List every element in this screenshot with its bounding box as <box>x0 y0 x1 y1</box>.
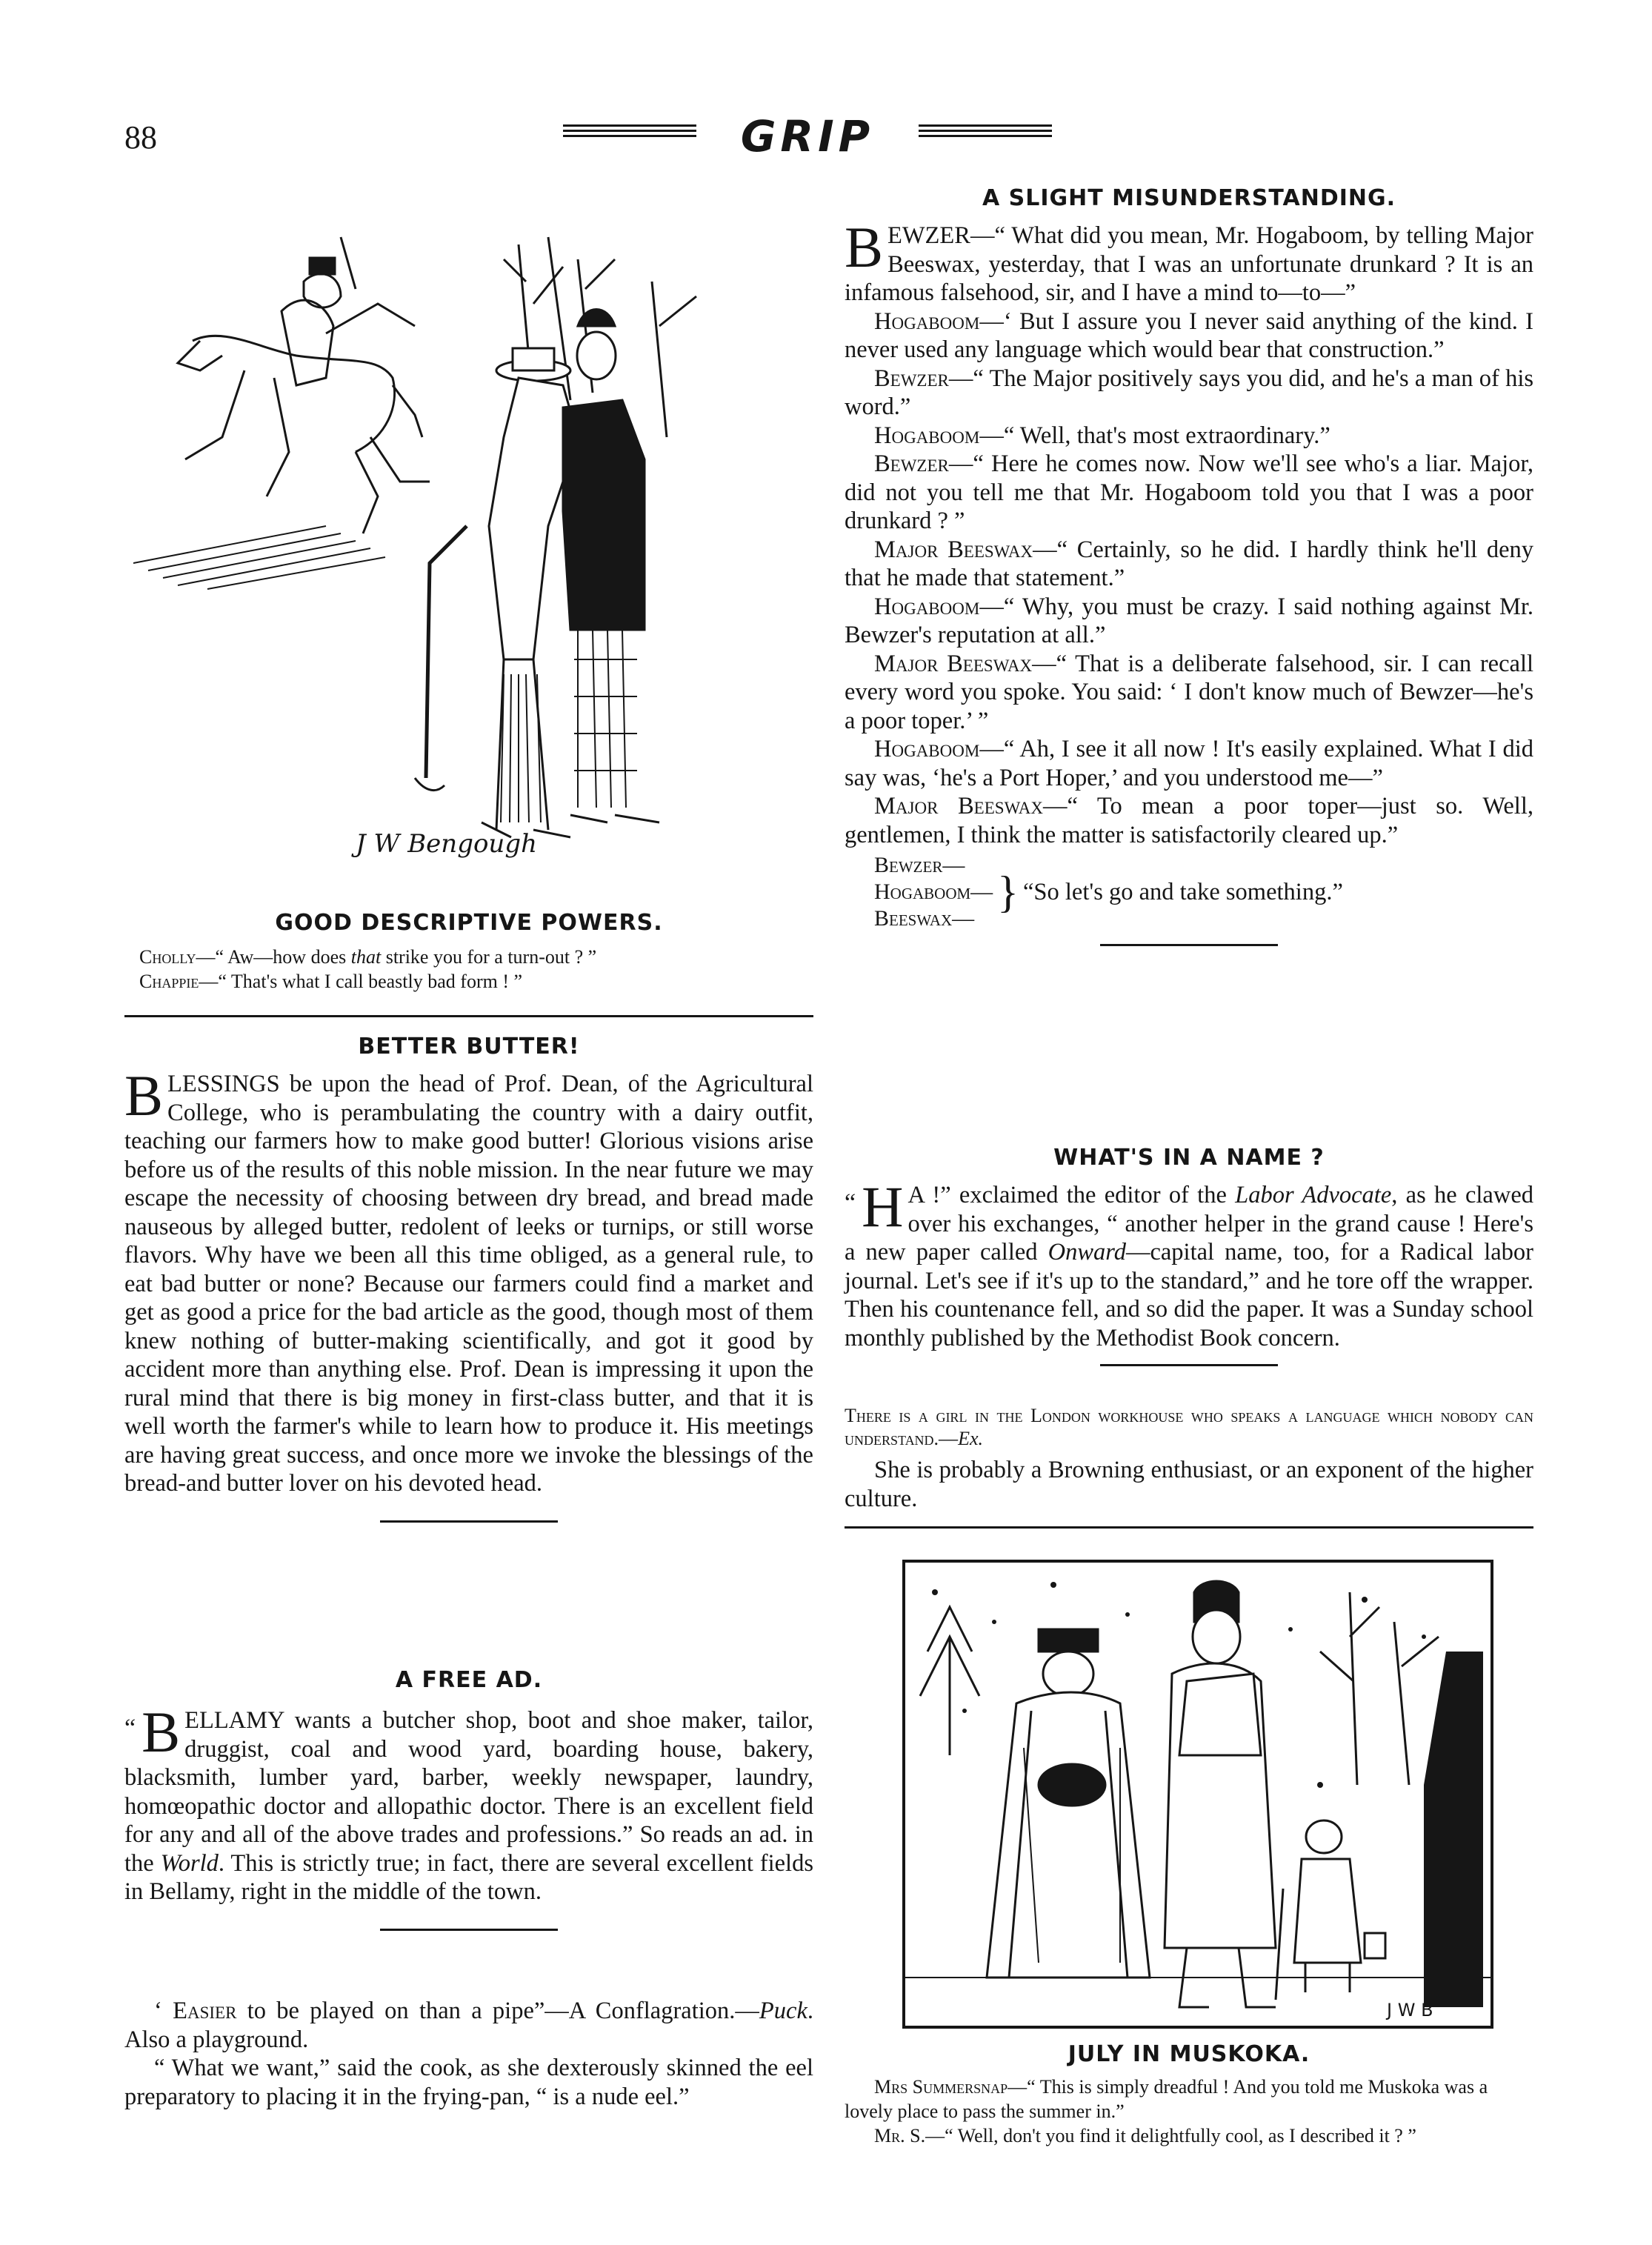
browning-reply: She is probably a Browning enthusiast, or an exponent of the higher culture. <box>845 1457 1533 1512</box>
chorus-brace: } <box>997 868 1019 917</box>
cartoon-riders-drawing <box>133 215 741 904</box>
masthead-rule-right <box>919 124 1052 147</box>
rule-after-misunderstanding <box>1100 944 1278 946</box>
page-number: 88 <box>124 119 157 156</box>
caption-line-chappie: Chappie—“ That's what I call beastly bad form ! ” <box>139 971 523 992</box>
cartoon-heading: GOOD DESCRIPTIVE POWERS. <box>275 910 663 936</box>
heading-better-butter: BETTER BUTTER! <box>358 1034 580 1060</box>
article-whats-in-a-name <box>845 1145 1533 1366</box>
body-free-ad: “ B ELLAMY wants a butcher shop, boot and shoe maker, tailor, druggist, coal and wood yard, boarding house, bakery, blacksmith, lumber yard, barber, weekly newspaper, laundry, homœopathic doctor and allopathic doctor. There is an excellent field for any and all of the above trades and professions.” So reads an ad. in the World. This is strictly true; in fact, there are several excellent fields in Bellamy, right in the middle of the town. <box>124 1700 813 1905</box>
filler-conflagration: ‘ Easier to be played on than a pipe”—A Conflagration.—Puck. Also a playground. <box>124 1998 813 2053</box>
dialogue-line: Major Beeswax—“ That is a deliberate falsehood, sir. I can recall every word you spoke. You said: ‘ I don't know much of Bewzer—he's a poor toper.’ ” <box>845 650 1534 734</box>
masthead <box>563 111 1052 163</box>
muskoka-line-mr: Mr. S.—“ Well, don't you find it delightfully cool, as I described it ? ” <box>874 2125 1416 2146</box>
muskoka-line-mrs: Mrs Summersnap—“ This is simply dreadful ! And you told me Muskoka was a lovely place to pass the summer in.” <box>845 2076 1488 2122</box>
cartoon-caption-block <box>124 910 813 994</box>
dialogue-line: Hogaboom—‘ But I assure you I never said anything of the kind. I never used any language which would bear that construction.” <box>845 307 1533 363</box>
heading-misunderstanding: A SLIGHT MISUNDERSTANDING. <box>982 185 1396 211</box>
masthead-title: GRIP <box>740 111 875 162</box>
filler-nude-eel: “ What we want,” said the cook, as she dexterously skinned the eel preparatory to placing it in the frying-pan, “ is a nude eel.” <box>124 2055 813 2110</box>
heading-whats-in-a-name: WHAT'S IN A NAME ? <box>1053 1145 1325 1171</box>
caption-line-cholly: Cholly—“ Aw—how does that strike you for a turn-out ? ” <box>139 946 597 968</box>
body-whats-in-a-name: “ H A !” exclaimed the editor of the Labor Advocate, as he clawed over his exchanges, “ another helper in the grand cause ! Here's a new paper called Onward—capital name, too, for a Radical labor journal. Let's see if it's up to the standard,” and he tore off the wrapper. Then his countenance fell, and so did the paper. It was a Sunday school monthly published by the Methodist Book concern. <box>845 1174 1533 1351</box>
cartoon-muskoka <box>902 1560 1493 2029</box>
article-better-butter <box>124 1034 813 1523</box>
cartoon-signature: J W Bengough <box>356 829 537 859</box>
rule-after-free-ad <box>380 1929 558 1931</box>
dialogue-line: Hogaboom—“ Why, you must be crazy. I said nothing against Mr. Bewzer's reputation at all.” <box>845 593 1533 648</box>
cartoon-riders <box>133 215 741 904</box>
chorus-speakers: Bewzer— Hogaboom— Beeswax— <box>874 853 993 931</box>
article-fillers-left <box>124 1997 813 2111</box>
dialogue-line: Hogaboom—“ Ah, I see it all now ! It's easily explained. What I did say was, ‘he's a Port Hoper,’ and you understood me—” <box>845 736 1533 791</box>
heading-muskoka: JULY IN MUSKOKA. <box>1068 2041 1310 2067</box>
muskoka-signature: J W B <box>1387 2000 1433 2020</box>
dialogue-line: Major Beeswax—“ Certainly, so he did. I hardly think he'll deny that he made that statement.” <box>845 536 1534 591</box>
chorus-line: “So let's go and take something.” <box>1022 878 1343 905</box>
article-free-ad <box>124 1667 813 1931</box>
muskoka-caption-block <box>845 2041 1533 2148</box>
cartoon-muskoka-drawing <box>905 1563 1491 2026</box>
heading-free-ad: A FREE AD. <box>395 1667 543 1693</box>
article-misunderstanding <box>845 185 1533 946</box>
misunderstanding-opening: BEWZER—“ What did you mean, Mr. Hogaboom, by telling Major Beeswax, yesterday, that I was an unfortunate drunkard ? It is an infamous falsehood, sir, and I have a mind to—to—” <box>845 215 1533 306</box>
masthead-rule-left <box>563 124 696 147</box>
dialogue-line: Bewzer—“ Here he comes now. Now we'll see who's a liar. Major, did not you tell me that Mr. Hogaboom told you that I was a poor drunkard ? ” <box>845 450 1533 534</box>
column-separator-left-1 <box>124 1015 813 1017</box>
dialogue-line: Major Beeswax—“ To mean a poor toper—just so. Well, gentlemen, I think the matter is satisfactorily cleared up.” <box>845 793 1533 848</box>
dialogue-line: Hogaboom—“ Well, that's most extraordinary.” <box>874 422 1330 449</box>
rule-after-name <box>1100 1364 1278 1366</box>
article-browning <box>845 1404 1533 1513</box>
body-better-butter: BLESSINGS be upon the head of Prof. Dean, of the Agricultural College, who is perambulating the country with a dairy outfit, teaching our farmers how to make good butter! Glorious visions arise before us of the results of this noble mission. In the near future we may escape the necessity of choosing between dry bread, and bread made nauseous by alleged butter, redolent of leeks or turnips, or still worse flavors. Why have we been all this time obliged, as a general rule, to eat bad butter or none? Because our farmers could find a market and get as good a price for the bad article as the good, though most of them knew nothing of butter-making scientifically, and got it good by accident more than anything else. Prof. Dean is impressing it upon the rural mind that there is big money in first-class butter, and that it is well worth the farmer's while to learn how to produce it. His meetings are having great success, and once more we invoke the blessings of the bread-and butter lover on his devoted head. <box>124 1063 813 1497</box>
chorus-block <box>874 852 1533 932</box>
column-separator-right <box>845 1526 1533 1529</box>
dialogue-line: Bewzer—“ The Major positively says you did, and he's a man of his word.” <box>845 365 1533 420</box>
browning-quote: There is a girl in the London workhouse who speaks a language which nobody can understand.—Ex. <box>845 1405 1533 1449</box>
rule-after-butter <box>380 1520 558 1523</box>
